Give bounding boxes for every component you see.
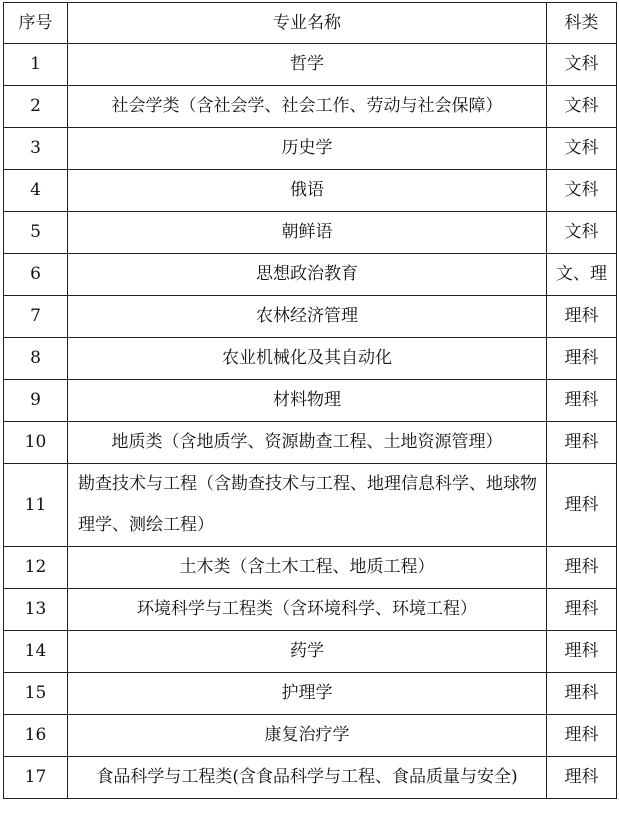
table-row — [4, 589, 617, 631]
cell-name: 地质类（含地质学、资源勘查工程、土地资源管理） — [68, 422, 547, 464]
table-row — [4, 338, 617, 380]
cell-name: 环境科学与工程类（含环境科学、环境工程） — [68, 589, 547, 631]
cell-name: 农林经济管理 — [68, 296, 547, 338]
cell-name: 社会学类（含社会学、社会工作、劳动与社会保障） — [68, 86, 547, 128]
cell-name: 药学 — [68, 631, 547, 673]
majors-table — [3, 2, 617, 799]
cell-category: 理科 — [547, 631, 617, 673]
table-row — [4, 380, 617, 422]
table-row — [4, 422, 617, 464]
cell-name: 护理学 — [68, 673, 547, 715]
cell-category: 理科 — [547, 673, 617, 715]
cell-name: 勘查技术与工程（含勘查技术与工程、地理信息科学、地球物理学、测绘工程） — [68, 464, 547, 547]
table-row — [4, 44, 617, 86]
cell-name: 哲学 — [68, 44, 547, 86]
cell-index: 11 — [4, 464, 68, 547]
cell-index: 5 — [4, 212, 68, 254]
table-row — [4, 86, 617, 128]
cell-name: 农业机械化及其自动化 — [68, 338, 547, 380]
cell-name: 历史学 — [68, 128, 547, 170]
cell-category: 理科 — [547, 757, 617, 799]
table-row — [4, 212, 617, 254]
cell-category: 文、理 — [547, 254, 617, 296]
cell-name: 康复治疗学 — [68, 715, 547, 757]
cell-index: 16 — [4, 715, 68, 757]
cell-category: 文科 — [547, 44, 617, 86]
cell-index: 17 — [4, 757, 68, 799]
cell-name: 俄语 — [68, 170, 547, 212]
cell-name: 思想政治教育 — [68, 254, 547, 296]
cell-index: 15 — [4, 673, 68, 715]
cell-category: 理科 — [547, 464, 617, 547]
cell-index: 10 — [4, 422, 68, 464]
header-category: 科类 — [547, 3, 617, 44]
cell-category: 理科 — [547, 715, 617, 757]
cell-category: 理科 — [547, 380, 617, 422]
cell-category: 文科 — [547, 170, 617, 212]
cell-category: 理科 — [547, 296, 617, 338]
cell-index: 13 — [4, 589, 68, 631]
table-row — [4, 547, 617, 589]
cell-index: 2 — [4, 86, 68, 128]
cell-index: 4 — [4, 170, 68, 212]
cell-index: 3 — [4, 128, 68, 170]
table-row — [4, 464, 617, 547]
cell-name: 材料物理 — [68, 380, 547, 422]
table-row — [4, 128, 617, 170]
cell-category: 理科 — [547, 547, 617, 589]
cell-category: 文科 — [547, 128, 617, 170]
cell-index: 6 — [4, 254, 68, 296]
table-header-row — [4, 3, 617, 44]
cell-index: 1 — [4, 44, 68, 86]
header-name: 专业名称 — [68, 3, 547, 44]
cell-name: 朝鲜语 — [68, 212, 547, 254]
table-row — [4, 673, 617, 715]
cell-category: 理科 — [547, 422, 617, 464]
header-index: 序号 — [4, 3, 68, 44]
cell-index: 14 — [4, 631, 68, 673]
cell-index: 7 — [4, 296, 68, 338]
cell-name: 食品科学与工程类(含食品科学与工程、食品质量与安全) — [68, 757, 547, 799]
cell-index: 9 — [4, 380, 68, 422]
table-row — [4, 170, 617, 212]
cell-category: 文科 — [547, 86, 617, 128]
table-row — [4, 254, 617, 296]
cell-name: 土木类（含土木工程、地质工程） — [68, 547, 547, 589]
table-row — [4, 715, 617, 757]
cell-category: 理科 — [547, 338, 617, 380]
cell-index: 12 — [4, 547, 68, 589]
cell-category: 理科 — [547, 589, 617, 631]
cell-index: 8 — [4, 338, 68, 380]
table-row — [4, 757, 617, 799]
table-row — [4, 296, 617, 338]
table-row — [4, 631, 617, 673]
cell-category: 文科 — [547, 212, 617, 254]
